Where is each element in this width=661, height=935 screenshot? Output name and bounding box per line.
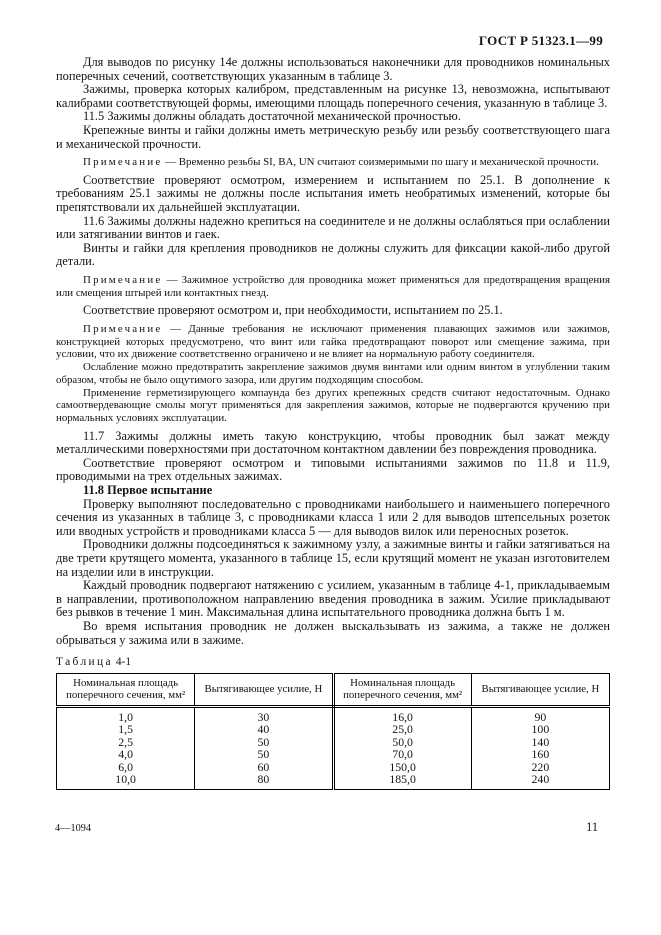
table-header-row	[57, 674, 610, 706]
table-cell: 2,5	[57, 736, 195, 749]
note-clamping-device	[56, 274, 610, 299]
clause-11-7: 11.7 Зажимы должны иметь такую конструкцию, чтобы проводник был зажат между металлическими поверхностями при достаточном контактном давлении без повреждения проводника.	[56, 428, 610, 457]
paragraph-first-test-procedure: Проверку выполняют последовательно с проводниками наибольшего и наименьшего поперечного сечения из указанных в таблице 3, с проводниками класса 1 или 2 для выводов штепсельных розеток или вводных устройств и проводниками класса 5 — для выводов вилок или переносных розеток.	[56, 496, 610, 538]
paragraph-tightening-torque: Проводники должны подсоединяться к зажимному узлу, а зажимные винты и гайки затягиваться на две трети крутящего момента, указанного в таблице 15, если крутящий момент не указан изготовителем на изделии или в инструкции.	[56, 537, 610, 579]
note-continuation: Применение герметизирующего компаунда без других крепежных средств считают недостаточным. Однако самоотвердевающие смолы могут применяться для закрепления зажимов, которые не подвергаются кручению при нормальных условиях эксплуатации.	[56, 386, 610, 424]
table-cell: 25,0	[333, 723, 471, 736]
table-cell: 185,0	[333, 773, 471, 789]
table-cell: 1,5	[57, 723, 195, 736]
note-continuation: Ослабление можно предотвратить закрепление зажимов двумя винтами или одним винтом в углублении таким образом, чтобы не было ощутимого зазора, или другим подходящим способом.	[56, 361, 610, 386]
table-cell: 220	[531, 759, 550, 774]
table-cell: 50	[195, 748, 333, 761]
table-cell: 240	[531, 772, 550, 787]
note-text: — Данные требования не исключают применения плавающих зажимов или зажимов, конструкцией которых предусмотрено, что винт или гайка предотвращают поворот или смещение зажима, при условии, что их движение соответственно ограничено и не влияет на нормальную работу соединителя.	[56, 323, 610, 361]
doc-number: ГОСТ Р 51323.1—99	[478, 33, 603, 48]
paragraph-test-result: Во время испытания проводник не должен выскальзывать из зажима, а также не должен обрываться у зажима или в зажиме.	[56, 618, 610, 647]
table-row	[57, 736, 610, 749]
clause-11-6: 11.6 Зажимы должны надежно крепиться на соединителе и не должны ослабляться при ослаблении или затягивании винтов и гаек.	[56, 213, 610, 242]
note-paragraph	[56, 323, 610, 361]
section-heading-11-8: 11.8 Первое испытание	[83, 483, 213, 498]
table-4-1	[56, 673, 610, 789]
table-cell: 100	[531, 722, 550, 737]
paragraph-pull-force: Каждый проводник подвергают натяжению с усилием, указанным в таблице 4-1, прикладываемым в направлении, противоположном направлению введения проводника в зажим. Усилие прикладывают без рывков в течение 1 мин. Максимальная длина испытательного проводника должна быть 1 м.	[56, 578, 610, 620]
paragraph-gauge-check: Зажимы, проверка которых калибром, представленным на рисунке 13, невозможна, испытывают калибрами соответствующей формы, имеющими площадь поперечного сечения, указанную в таблице 3.	[56, 82, 610, 110]
table-cell: 70,0	[333, 748, 471, 761]
table-header-cell: Номинальная площадь поперечного сечения, мм²	[57, 674, 195, 706]
note-label: Примечание	[83, 274, 163, 287]
table-cell: 50,0	[333, 736, 471, 749]
page-number: 11	[586, 820, 598, 834]
table-cell: 60	[195, 761, 333, 774]
table-cell: 10,0	[57, 773, 195, 789]
table-row	[57, 748, 610, 761]
paragraph-fixing-screws: Крепежные винты и гайки должны иметь метрическую резьбу или резьбу соответствующего шага и механической прочности.	[56, 122, 610, 151]
paragraph-connectors-14e: Для выводов по рисунку 14е должны использоваться наконечники для проводников номинальных поперечных сечений, соответствующих указанным в таблице 3.	[56, 55, 610, 83]
table-row	[57, 761, 610, 774]
table-cell: 80	[195, 773, 333, 789]
table-cell: 140	[531, 734, 550, 749]
table-cell: 4,0	[57, 748, 195, 761]
table-cell: 16,0	[333, 706, 471, 723]
table-row	[57, 706, 610, 723]
table-cell: 1,0	[57, 706, 195, 723]
paragraph-compliance-inspection: Соответствие проверяют осмотром и, при необходимости, испытанием по 25.1.	[83, 303, 503, 318]
note-threads	[56, 156, 610, 169]
note-text: — Временно резьбы SI, BA, UN считают соизмеримыми по шагу и механической прочности.	[165, 156, 599, 169]
table-cell: 150,0	[333, 761, 471, 774]
table-caption-number: 4-1	[115, 656, 132, 669]
table-row	[57, 723, 610, 736]
paragraph-compliance-type-tests: Соответствие проверяют осмотром и типовыми испытаниями зажимов по 11.8 и 11.9, проводимыми на трех отдельных зажимах.	[56, 455, 610, 484]
table-cell: 90	[534, 709, 547, 724]
paragraph-screws-nuts: Винты и гайки для крепления проводников не должны служить для фиксации какой-либо другой детали.	[56, 240, 610, 269]
table-cell: 160	[531, 747, 550, 762]
table-cell: 6,0	[57, 761, 195, 774]
note-text: — Зажимное устройство для проводника может применяться для предотвращения вращения или смещения штырей или контактных гнезд.	[56, 274, 610, 299]
table-row	[57, 773, 610, 789]
table-caption	[56, 656, 610, 668]
note-label: Примечание	[83, 156, 163, 169]
note-floating-clamps	[56, 323, 610, 425]
table-cell: 30	[195, 706, 333, 723]
table-header-cell: Вытягивающее усилие, Н	[471, 674, 609, 706]
paragraph-compliance-25-1: Соответствие проверяют осмотром, измерением и испытанием по 25.1. В дополнение к требованиям 25.1 зажимы не должны после испытания иметь необратимых изменений, которые бы препятствовали их дальнейшей эксплуатации.	[56, 172, 610, 215]
table-header-cell: Номинальная площадь поперечного сечения, мм²	[333, 674, 471, 706]
page-content	[56, 56, 610, 790]
print-code: 4—1094	[55, 823, 92, 834]
table-cell: 40	[195, 723, 333, 736]
note-label: Примечание	[83, 323, 163, 336]
table-caption-word: Таблица	[56, 656, 113, 669]
clause-11-5: 11.5 Зажимы должны обладать достаточной механической прочностью.	[83, 109, 461, 124]
table-header-cell: Вытягивающее усилие, Н	[195, 674, 333, 706]
table-cell: 50	[195, 736, 333, 749]
